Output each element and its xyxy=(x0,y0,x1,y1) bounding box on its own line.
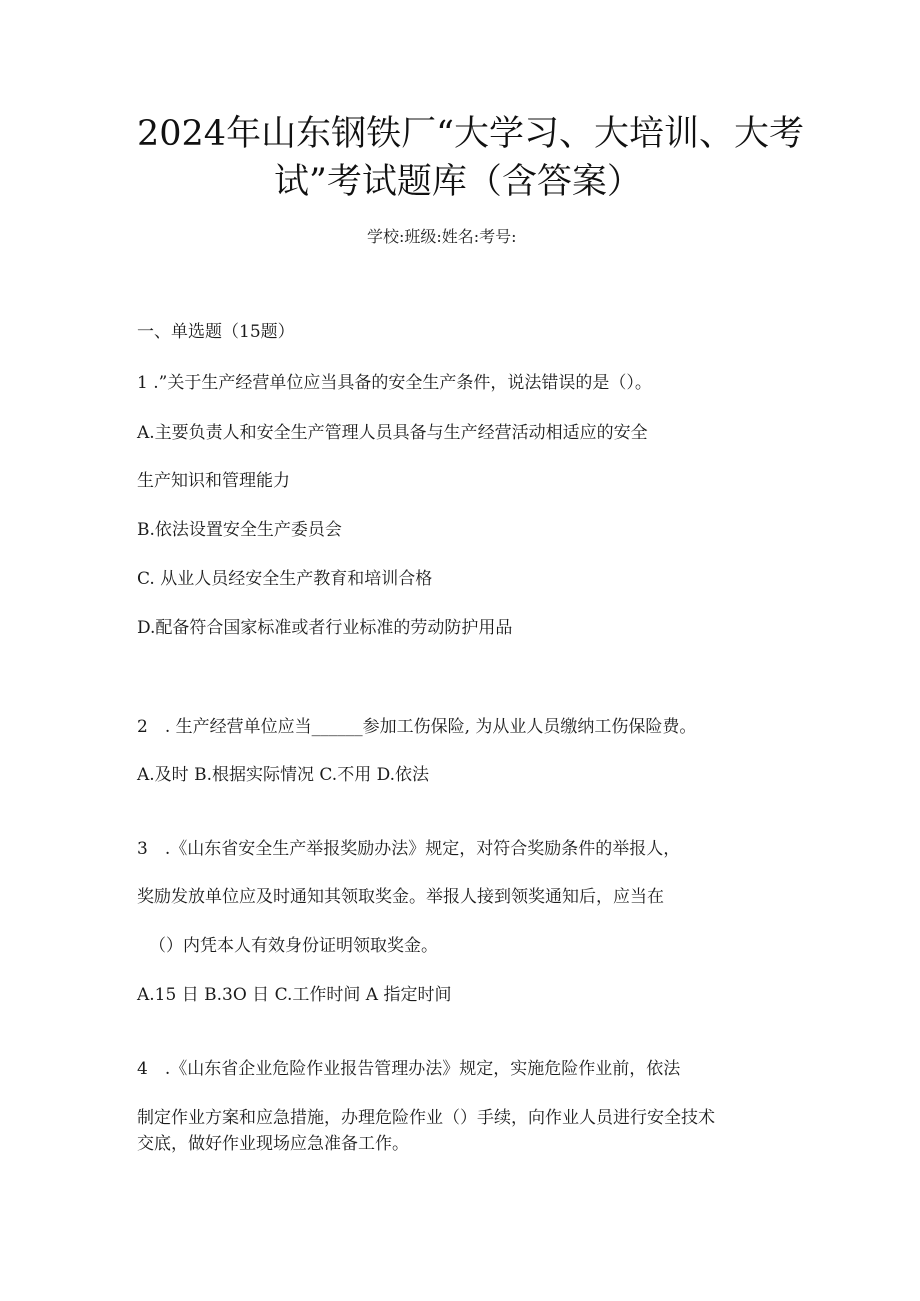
question-3-stem-line-2: 奖励发放单位应及时通知其领取奖金。举报人接到领奖通知后，应当在 xyxy=(137,887,664,907)
question-1-option-a: A.主要负责人和安全生产管理人员具备与生产经营活动相适应的安全 xyxy=(137,423,648,443)
question-1-option-d: D.配备符合国家标准或者行业标准的劳动防护用品 xyxy=(137,618,513,638)
question-1-option-b: B.依法设置安全生产委员会 xyxy=(137,520,342,540)
question-4-stem-line-2: 制定作业方案和应急措施，办理危险作业（）手续，向作业人员进行安全技术 xyxy=(137,1108,715,1128)
question-1-stem: 1 .”关于生产经营单位应当具备的安全生产条件，说法错误的是（）。 xyxy=(137,373,652,393)
question-3-stem-line-3: （）内凭本人有效身份证明领取奖金。 xyxy=(149,936,438,956)
section-heading: 一、单选题（15题） xyxy=(137,322,295,342)
student-info-line: 学校:班级:姓名:考号: xyxy=(367,227,517,246)
question-2-options: A.及时 B.根据实际情况 C.不用 D.依法 xyxy=(137,765,430,785)
title-line-1: 2024年山东钢铁厂“大学习、大培训、大考 xyxy=(137,114,804,154)
question-4-stem-line-3: 交底，做好作业现场应急准备工作。 xyxy=(137,1134,409,1154)
question-4-stem-line-1: 4 .《山东省企业危险作业报告管理办法》规定，实施危险作业前，依法 xyxy=(137,1059,681,1079)
question-1-option-c: C. 从业人员经安全生产教育和培训合格 xyxy=(137,569,433,589)
question-2-stem: 2 . 生产经营单位应当______参加工伤保险, 为从业人员缴纳工伤保险费。 xyxy=(137,717,697,737)
question-3-stem-line-1: 3 .《山东省安全生产举报奖励办法》规定，对符合奖励条件的举报人， xyxy=(137,839,681,859)
question-3-options: A.15 日 B.3O 日 C.工作时间 A 指定时间 xyxy=(137,985,452,1005)
title-line-2: 试”考试题库（含答案） xyxy=(274,162,642,202)
question-1-option-a-cont: 生产知识和管理能力 xyxy=(137,471,290,491)
